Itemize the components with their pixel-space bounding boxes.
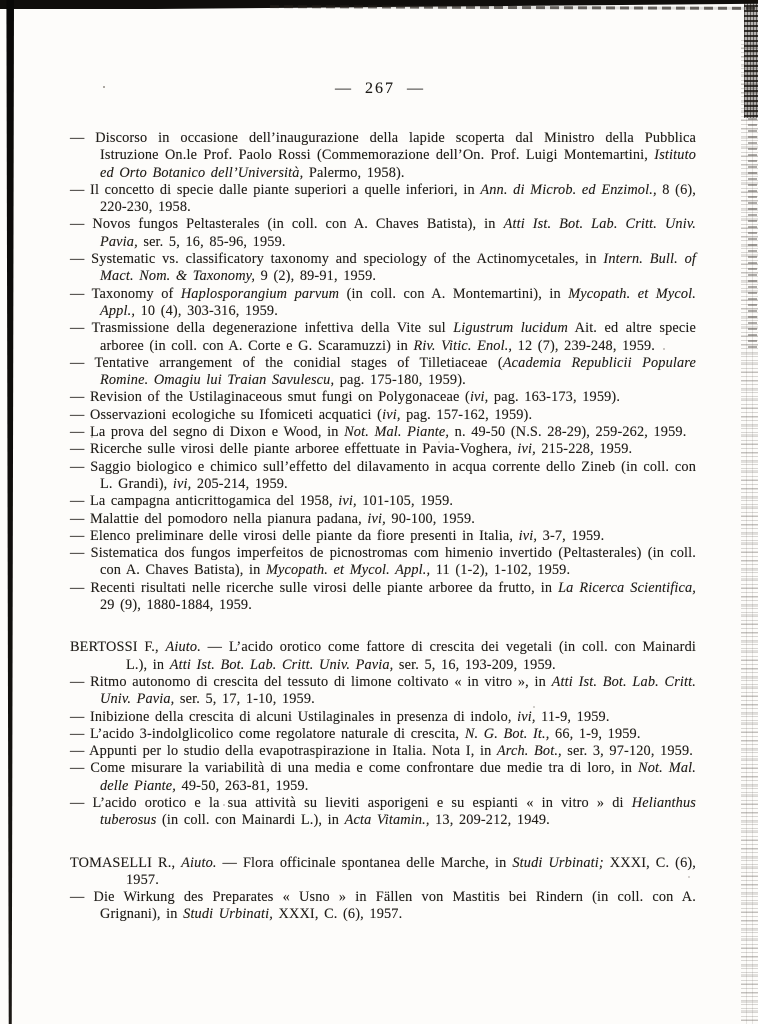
entry-segment-italic: Aiuto. [165,639,201,656]
entry-segment: 3-7, 1959. [537,527,605,544]
entry-segment-italic: ivi, [517,708,536,725]
bibliography-entry [70,216,696,251]
entry-segment: — Recenti risultati nelle ricerche sulle virosi delle piante arboree da frutto, in [70,579,559,596]
entry-segment-italic: ivi, [517,441,536,458]
entry-segment: ser. 5, 16, 85-96, 1959. [137,233,286,250]
bibliography-entry [70,674,696,709]
entry-segment: 215-228, 1959. [535,441,633,458]
bibliography-entry [70,726,696,743]
bibliography-entry [70,320,696,355]
entry-segment-italic: Haplosporangium parvum [180,285,340,302]
bibliography-entry [70,795,696,830]
entry-segment: ser. 5, 17, 1-10, 1959. [174,691,315,708]
bibliography-entry [70,493,696,510]
bibliography-entry [70,889,696,924]
entry-segment: Ait. ed altre specie arboree (in coll. con A. Corte e G. Scaramuzzi) in [100,320,696,354]
entry-segment: (in coll. con Mainardi L.), in [156,812,345,829]
entry-segment: 205-214, 1959. [191,475,288,492]
bibliography-entry [70,389,696,406]
scan-artifact-left-strip [6,0,14,1024]
entry-segment-italic: Atti Ist. Bot. Lab. Critt. Univ. Pavia, [100,216,697,250]
bibliography-entry [70,441,696,458]
entry-segment: — Discorso in occasione dell’inaugurazione della lapide scoperta dal Ministro della Pubblica Istruzione On.le Prof. Paolo Rossi (Commemorazione dell’On. Prof. Luigi Montemartini, [70,130,696,164]
entry-segment: ser. 3, 97-120, 1959. [561,743,694,760]
entry-segment: (in coll. con A. Montemartini), in [339,285,569,302]
bibliography-entry [70,130,696,182]
entry-segment-italic: Atti Ist. Bot. Lab. Critt. Univ. Pavia, [100,673,696,708]
entry-segment-italic: ivi, [382,406,401,423]
entry-segment-italic: Intern. Bull. of Mact. Nom. & Taxonomy, [100,251,696,285]
bibliography-section [70,639,696,829]
entry-segment: Palermo, 1958). [303,164,405,181]
entry-segment: — Appunti per lo studio della evapotraspirazione in Italia. Nota I, in [70,743,497,760]
entry-segment: — Taxonomy of [70,285,181,302]
page-number: — 267 — [335,80,425,97]
entry-segment: — Osservazioni ecologiche su Ifomiceti acquatici ( [70,406,383,423]
entry-segment-italic: Not. Mal. Piante, [344,424,450,441]
entry-segment: 66, 1-9, 1959. [549,725,641,742]
bibliography-section [70,855,696,924]
entry-segment: 90-100, 1959. [385,510,475,527]
bibliography-entry [70,528,696,545]
entry-segment: 13, 209-212, 1949. [429,812,550,829]
bibliography-entry [70,743,696,760]
entry-segment: — Revision of the Ustilaginaceous smut fungi on Polygonaceae ( [70,389,470,406]
bibliography-entry [70,286,696,321]
bibliography-entry [70,182,696,217]
entry-segment: XXXI, C. (6), 1957. [126,854,697,888]
entry-segment-italic: Acta Vitamin., [344,812,430,829]
entry-segment: BERTOSSI F., [70,639,166,656]
entry-segment: — Ricerche sulle virosi delle piante arboree effettuate in Pavia-Voghera, [70,441,518,458]
entry-segment-italic: Studi Urbinati, [183,906,273,923]
bibliography-entry [70,511,696,528]
entry-segment-italic: Mycopath. et Mycol. Appl., [100,285,696,319]
scan-artifact-top-bar [0,0,758,9]
entry-segment-italic: ivi, [172,475,192,492]
entry-segment: — Systematic vs. classificatory taxonomy and speciology of the Actinomycetales, in [70,251,604,268]
entry-segment: 8 (6), 220-230, 1958. [100,181,697,216]
entry-segment-italic: Arch. Bot., [496,743,562,760]
entry-segment: — La prova del segno di Dixon e Wood, in [70,424,345,441]
entry-segment: pag. 175-180, 1959). [334,372,466,389]
entry-segment: — L’acido orotico come fattore di crescita dei vegetali (in coll. con Mainardi L.), in [126,639,696,673]
entry-segment: 29 (9), 1880-1884, 1959. [100,597,252,614]
bibliography-entry [70,424,696,441]
bibliography [70,130,696,924]
entry-segment-italic: Ann. di Microb. ed Enzimol., [480,181,657,198]
bibliography-entry [70,580,696,615]
entry-segment: — Come misurare la variabilità di una media e come confrontare due medie tra di loro, in [70,760,639,777]
entry-segment: — Flora officinale spontanea delle Marche, in [216,854,513,871]
entry-segment: — Sistematica dos fungos imperfeitos de picnostromas com himenio invertido (Peltasterales) (in coll. con A. Chaves Batista), in [70,545,696,579]
entry-segment-italic: Istituto ed Orto Botanico dell’Università, [100,147,696,181]
entry-segment: 11-9, 1959. [535,708,610,725]
entry-segment: 11 (1-2), 1-102, 1959. [430,562,571,579]
bibliography-entry [70,855,696,890]
bibliography-entry [70,407,696,424]
entry-segment-italic: ivi, [338,493,357,510]
entry-segment: 101-105, 1959. [356,493,454,510]
bibliography-section [70,130,696,614]
entry-segment-italic: N. G. Bot. It., [464,725,550,742]
entry-segment: — Die Wirkung des Preparates « Usno » in Fällen von Mastitis bei Rindern (in coll. con A. Grignani), in [70,889,696,923]
entry-segment: — Ritmo autonomo di crescita del tessuto di limone coltivato « in vitro », in [70,673,552,690]
entry-segment: — L’acido orotico e la sua attività su lieviti asporigeni e su espianti « in vitro » di [70,794,632,811]
entry-segment-italic: Academia Republicii Populare Romine. Omagiu lui Traian Savulescu, [100,354,696,389]
scan-artifact-right-noise [741,40,758,1024]
entry-segment: — Elenco preliminare delle virosi delle piante da fiore presenti in Italia, [70,527,519,544]
entry-segment: 9 (2), 89-91, 1959. [255,268,377,285]
entry-segment-italic: Aiuto. [181,854,217,871]
entry-segment-italic: ivi, [469,389,489,406]
entry-segment-italic: ivi, [518,527,538,544]
entry-segment: — Saggio biologico e chimico sull’effetto del dilavamento in acqua corrente dello Zineb (in coll. con L. Grandi), [70,458,696,492]
entry-segment: 10 (4), 303-316, 1959. [135,302,278,319]
entry-segment-italic: Studi Urbinati; [512,854,604,871]
entry-segment: 12 (7), 239-248, 1959. [512,337,656,354]
entry-segment: — Malattie del pomodoro nella pianura padana, [70,510,368,527]
entry-segment: — Trasmissione della degenerazione infettiva della Vite sul [70,320,454,337]
entry-segment: — L’acido 3-indolglicolico come regolatore naturale di crescita, [70,725,465,742]
entry-segment: n. 49-50 (N.S. 28-29), 259-262, 1959. [449,424,687,441]
entry-segment: pag. 163-173, 1959). [488,389,621,406]
entry-segment-italic: Ligustrum lucidum [453,320,568,337]
entry-segment: — Tentative arrangement of the conidial stages of Tilletiaceae ( [70,354,503,371]
entry-segment-italic: Not. Mal. delle Piante, [100,760,696,794]
entry-segment: ser. 5, 16, 193-209, 1959. [393,656,556,673]
entry-segment: — Novos fungos Peltasterales (in coll. con A. Chaves Batista), in [70,216,504,233]
entry-segment: TOMASELLI R., [70,854,182,871]
scan-artifact-top-streak [270,5,758,10]
entry-segment: XXXI, C. (6), 1957. [272,906,403,923]
bibliography-entry [70,355,696,390]
entry-segment: pag. 157-162, 1959). [400,406,533,423]
entry-segment-italic: Mycopath. et Mycol. Appl., [265,562,431,579]
scan-artifact-right-smudge [744,0,758,118]
entry-segment-italic: Helianthus tuberosus [100,794,696,829]
bibliography-entry [70,545,696,580]
entry-segment: — Inibizione della crescita di alcuni Ustilaginales in presenza di indolo, [70,708,518,725]
bibliography-entry [70,760,696,795]
entry-segment-italic: La Ricerca Scientifica, [558,579,697,596]
bibliography-entry [70,639,696,674]
scan-artifact-right-streak [748,118,757,348]
bibliography-entry [70,709,696,726]
bibliography-entry [70,251,696,286]
entry-segment: — Il concetto di specie dalle piante superiori a quelle inferiori, in [70,181,481,198]
entry-segment-italic: ivi, [367,510,386,527]
entry-segment-italic: Atti Ist. Bot. Lab. Critt. Univ. Pavia, [169,656,394,673]
entry-segment: — La campagna anticrittogamica del 1958, [70,493,339,510]
bibliography-entry [70,459,696,494]
entry-segment-italic: Riv. Vitic. Enol., [413,337,513,354]
entry-segment: 49-50, 263-81, 1959. [176,777,309,794]
